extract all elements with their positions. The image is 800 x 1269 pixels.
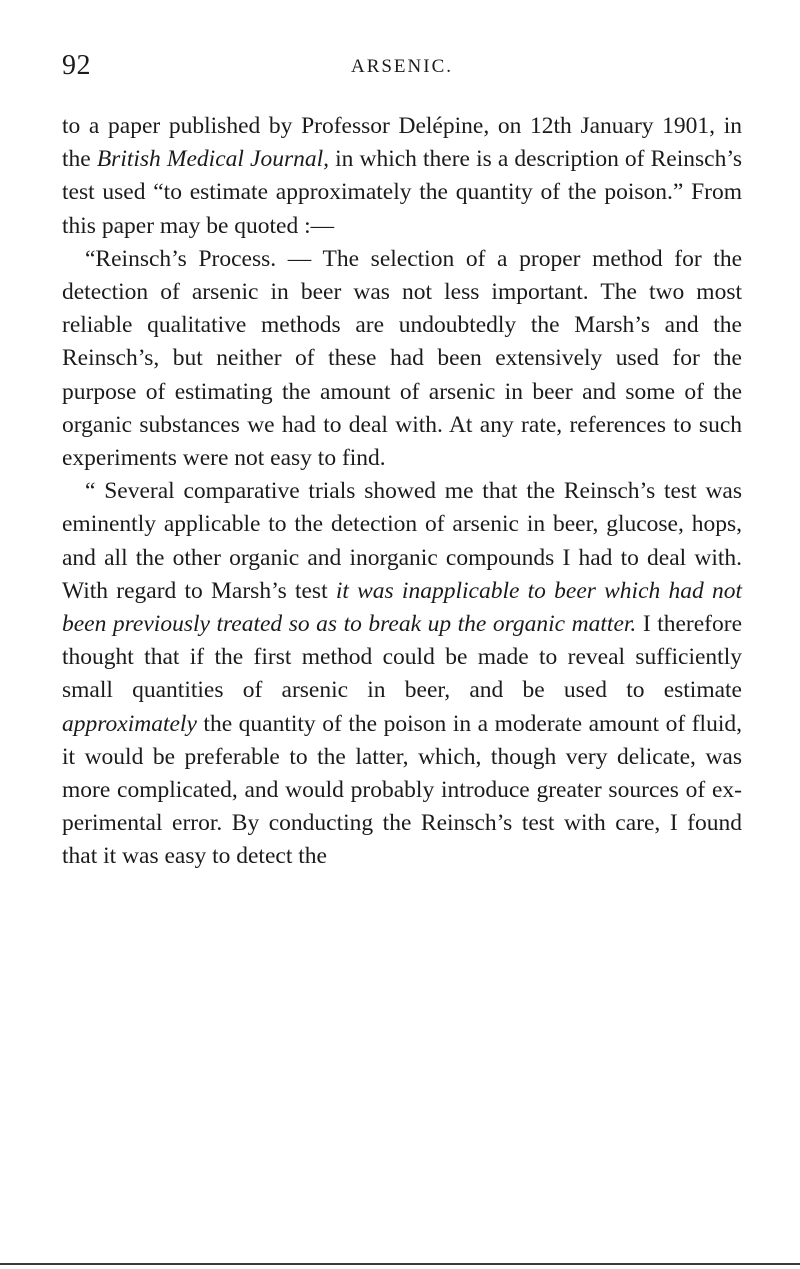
journal-title: British Medical Journal, [96, 146, 329, 173]
paragraph-text: I therefore thought that if the first method could be made to reveal sufficiently small quantities of arsenic in beer, and be used to estimate [62, 611, 743, 704]
paragraph-text: to a paper published by Professor Delépine, on 12th January 1901, in the [62, 113, 742, 173]
quoted-paragraph [62, 243, 742, 475]
italic-emphasis: approximately [62, 710, 197, 737]
running-title: ARSENIC. [350, 56, 454, 77]
page-number: 92 [62, 50, 91, 81]
italic-emphasis: it was inapplicable to beer which had not been previously treated so as to break up the organic matter. [62, 577, 742, 638]
body-text [62, 110, 742, 874]
paragraph-text: “ Several comparative trials showed me that the Reinsch’s test was eminently applicable to the detection of arsenic in beer, glucose, hops, and all the other organic and inorganic compounds I had to deal with. With regard to Marsh’s test [62, 478, 742, 604]
paragraph [62, 110, 742, 243]
bottom-edge-rule [0, 1263, 800, 1265]
paragraph-text: in which there is a description of Reinsch’s test used “to estimate approximately the quantity of the poison.” From this paper may be quoted :— [62, 146, 742, 239]
paragraph-text: “Reinsch’s Process. — The selection of a proper method for the detection of arsenic in beer was not less important. The two most reliable qualitative methods are undoubtedly the Marsh’s and the Reinsch’s, but neither of these had been extensively used for the purpose of estimating the amount of arsenic in beer and some of the organic substances we had to deal with. At any rate, references to such experiments were not easy to find. [62, 245, 742, 472]
running-head [62, 50, 742, 90]
quoted-paragraph [62, 475, 742, 873]
paragraph-text: the quantity of the poison in a moderate amount of fluid, it would be preferable to the latter, which, though very delicate, was more complicated, and would probably introduce greater sources of experimental error. By conducting the Reinsch’s test with care, I found that it was easy to detect the [62, 710, 742, 870]
